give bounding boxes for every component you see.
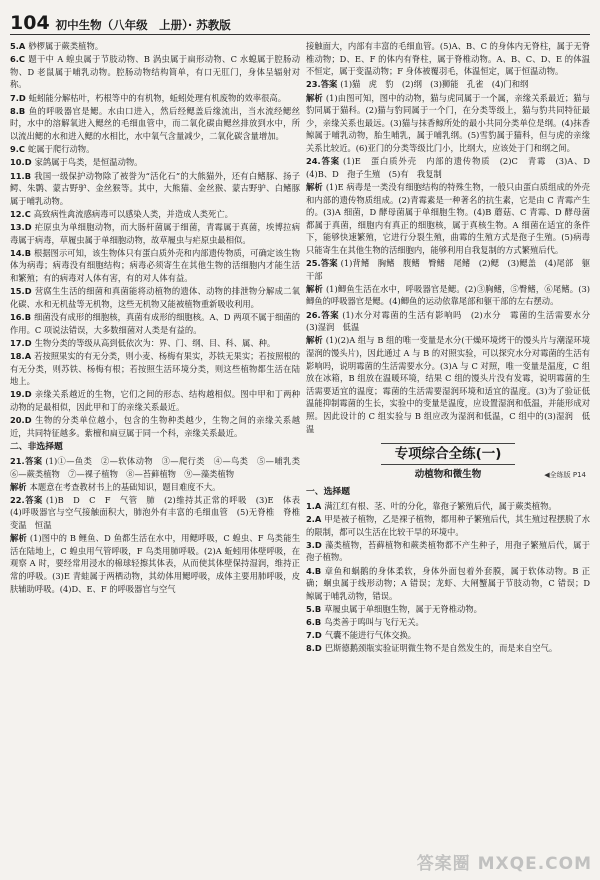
item-number: 21.答案 (10, 455, 43, 466)
item-text: 营腐生生活的细菌和真菌能将动植物的遗体、动物的排泄物分解成二氧化碳、水和无机盐等无机物，这些无机物又能被植物重新吸收利用。 (10, 286, 300, 309)
item-number: 7.D (10, 92, 26, 103)
special-practice-subtitle: 动植物和微生物 (414, 469, 482, 481)
answer-item (10, 311, 300, 336)
answer-item (10, 105, 300, 143)
item-text: 我国一级保护动物除了被誉为“活化石”的大熊猫外，还有白鳍豚、扬子鳄、朱鹮、蒙古野驴、金丝猴等。其中，大熊猫、金丝猴、蒙古野驴、白鳍豚属于哺乳动物。 (10, 170, 300, 206)
answer-item (10, 388, 300, 413)
item-number: 24.答案 (306, 156, 340, 167)
item-number: 19.D (10, 389, 32, 400)
item-text: 巴斯德鹅颈瓶实验证明微生物不是自然发生的，而是来自空气。 (324, 643, 558, 654)
answer-item (306, 603, 590, 616)
book-title: 初中生物（八年级 上册）· 苏教版 (55, 18, 231, 32)
item-text: 题干中 A 蝗虫属于节肢动物、B 涡虫属于扁形动物、C 水螅属于腔肠动物、D 老鼠属于哺乳动物。腔肠动物结构简单，有口无肛门，身体呈辐射对称。 (10, 54, 300, 90)
item-number: 20.D (10, 415, 32, 426)
item-text: 细菌没有成形的细胞核，真菌有成形的细胞核。A、D 两项不属于细菌的作用。C 项说法错误，大多数细菌对人类是有益的。 (10, 312, 300, 335)
item-text: 桫椤属于蕨类植物。 (28, 41, 104, 51)
answer-item (306, 565, 590, 603)
answer-item (306, 92, 590, 155)
item-number: 解析 (306, 181, 323, 192)
item-text: (1)①—鱼类 ②—软体动物 ③—爬行类 ④—鸟类 ⑤—哺乳类 ⑥—蕨类植物 ⑦—裸子植物 ⑧—苔藓植物 ⑨—藻类植物 (10, 455, 309, 479)
item-text: (1)由图可知，图中的动物，猫与虎同属于一个属，亲缘关系最近；猫与豹同属于猫科。(2)猫与豹同属于一个门，在分类等级上，猫与豹共同特征最少，亲缘关系也最远。(3)猫与抹香鲸所处的最小共同分类单位是纲。(4)抹香鲸属于哺乳动物，胎生哺乳，属于哺乳纲。(5)雪豹属于猫科，但与虎的亲缘关系比较近。(6)亚门的分类等级比门小，比纲大，应该处于门和纲之间。 (306, 92, 590, 153)
item-number: 8.D (306, 643, 322, 654)
answer-item (10, 221, 300, 246)
item-text: (1)鲫鱼生活在水中，呼吸器官是鳃。(2)③胸鳍，⑤臀鳍，⑥尾鳍。(3)鲫鱼的呼吸器官是鳃。(4)鲫鱼的运动依靠尾部和躯干部的左右摆动。 (306, 283, 590, 307)
answer-item (306, 155, 599, 180)
practice-page-reference: ◀全练版 P14 (544, 471, 586, 480)
item-number: 9.C (10, 144, 26, 155)
item-number: 4.B (306, 565, 322, 576)
item-number: 16.B (10, 312, 32, 322)
item-text: (1)B D C F 气管 肺 (2)维持其正常的呼吸 (3)E 体表 (4)呼吸器官与空气接触面积大，肺泡外有丰富的毛细血管 (5)无脊椎 脊椎 变温 恒温 (10, 494, 309, 531)
item-number: 22.答案 (10, 494, 43, 505)
item-number: 18.A (10, 350, 32, 361)
answer-item (306, 309, 599, 334)
item-number: 7.D (306, 630, 322, 641)
item-number: 13.D (10, 222, 32, 233)
item-text: 蚯蚓能分解枯叶，朽根等中的有机物，蚯蚓处理有机废物的效率很高。 (28, 92, 287, 103)
item-number: 15.D (10, 286, 32, 297)
item-text: 本题意在考查教材书上的基础知识，题目难度不大。 (29, 481, 221, 492)
answer-item (306, 500, 590, 513)
item-number: 11.B (10, 170, 32, 181)
item-text: 草履虫属于单细胞生物，属于无脊椎动物。 (324, 603, 482, 614)
item-number: 解析 (10, 533, 27, 544)
item-text: 生物的分类单位越小，包含的生物种类越少，生物之间的亲缘关系越近，共同特征越多。紫檀和扁豆属于同一个科，亲缘关系最近。 (10, 415, 300, 438)
item-number: 解析 (306, 92, 323, 103)
item-text: 亲缘关系越近的生物，它们之间的形态、结构越相似。图中甲和丁两种动物的足最相似，因此甲和丁的亲缘关系最近。 (10, 389, 300, 412)
answer-item (10, 143, 300, 156)
item-text: 若按照果实的有无分类，则小麦、杨梅有果实，苏铁无果实；若按照根的有无分类，则苏铁、杨梅有根；若按照生活环境分类，则这些植物都生活在陆地上。 (10, 350, 300, 387)
section-heading-non-choice: 二、非选择题 (10, 442, 63, 453)
item-number: 6.B (306, 617, 322, 628)
answer-item (10, 92, 300, 105)
item-number: 解析 (306, 335, 323, 346)
answer-item (10, 40, 300, 53)
item-number: 23.答案 (306, 79, 338, 90)
answer-item (306, 513, 590, 538)
answer-item (10, 156, 300, 169)
item-text: 章鱼和蜗鹅的身体柔软，身体外面包着外套膜，属于软体动物。B 正确；蛔虫属于线形动物；A 错误；龙虾、大闸蟹属于节肢动物，C 错误；D 鲸属于哺乳动物，错误。 (306, 565, 590, 601)
answer-item (10, 285, 300, 310)
item-text: 高致病性禽流感病毒可以感染人类，并造成人类死亡。 (33, 208, 233, 219)
answer-item (306, 642, 590, 655)
answer-item (10, 481, 300, 494)
item-number: 解析 (10, 481, 27, 492)
item-text: (1)图中的 B 鲤鱼、D 鱼都生活在水中，用鳃呼吸，C 蝗虫、F 鸟类能生活在陆地上，C 蝗虫用气管呼吸，F 鸟类用肺呼吸。(2)A 蚯蚓用体壁呼吸，在观察 A 时，要经常用浸水的棉球轻擦其体表，从而使其体壁保持湿润，维持正常的呼吸。(3)E 青蛙属于两栖动物，其幼体用鳃呼吸，成体主要用肺呼吸，皮肤辅助呼吸。(4)D、E、F 的呼吸器官与空气 (10, 533, 300, 594)
item-text: 生物分类的等级从高到低依次为：界、门、纲、目、科、属、种。 (34, 337, 276, 348)
special-practice-block (306, 443, 590, 482)
item-text: 甲是被子植物，乙是裸子植物，都用种子繁殖后代，其生殖过程摆脱了水的限制，都可以生活在比较干旱的环境中。 (306, 513, 590, 537)
site-watermark: 答案圈 MXQE.COM (416, 854, 592, 874)
item-number: 14.B (10, 247, 32, 258)
item-text: 气囊不能进行气体交换。 (324, 630, 417, 641)
item-number: 8.B (10, 105, 26, 116)
answer-item (10, 337, 300, 350)
item-number: 5.A (10, 41, 26, 51)
item-text: (1)背鳍 胸鳍 腹鳍 臀鳍 尾鳍 (2)鳃 (3)鳃盖 (4)尾部 躯干部 (306, 258, 591, 281)
answer-item (306, 539, 590, 564)
item-text: 蛇属于爬行动物。 (28, 144, 95, 155)
section-heading-choice: 一、选择题 (306, 487, 350, 498)
answer-item (306, 181, 590, 257)
page-header (10, 8, 590, 35)
page-number: 104 (10, 12, 50, 34)
answer-item (306, 283, 590, 308)
item-number: 解析 (306, 283, 323, 294)
item-number: 2.A (306, 513, 322, 524)
answer-item (10, 350, 300, 388)
answer-item (306, 629, 590, 642)
answer-item (10, 247, 300, 285)
left-column (10, 40, 309, 860)
item-text: 鸟类善于鸣叫与飞行无关。 (324, 617, 424, 628)
item-number: 26.答案 (306, 309, 340, 320)
item-number: 6.C (10, 54, 26, 65)
item-text: 根据图示可知，该生物体只有蛋白质外壳和内部遗传物质，可确定该生物体为病毒；病毒没有细胞结构；病毒必须寄生在其他生物的活细胞内才能生活和繁殖；有的病毒对人体有害，有的对人体有益。 (10, 247, 300, 284)
answer-item (10, 53, 300, 91)
answer-item (10, 494, 309, 532)
answer-item (306, 78, 590, 91)
item-number: 10.D (10, 157, 32, 168)
answer-item (10, 532, 300, 595)
item-text: 疟原虫为单细胞动物，而大肠杆菌属于细菌，青霉属于真菌，埃博拉病毒属于病毒，草履虫属于单细胞动物，故草履虫与疟原虫最相似。 (10, 222, 300, 245)
answer-item (10, 208, 300, 221)
item-number: 25.答案 (306, 258, 338, 269)
item-text: 满江红有根、茎、叶的分化，靠孢子繁殖后代，属于蕨类植物。 (324, 500, 557, 511)
answer-item (10, 170, 300, 208)
answer-item (306, 257, 590, 282)
right-column (306, 40, 599, 860)
answer-item (306, 334, 590, 435)
item-text: 鱼的呼吸器官是鳃。水由口进入，然后经鳃盖后缘流出，当水流经鳃丝时，水中的溶解氧进入鳃丝的毛细血管中，而二氧化碳由鳃丝排放到水中，所以流出鳃的水和进入鳃的水相比，水中氧气含量减少，二氧化碳含量增加。 (10, 105, 300, 141)
item-text: (1)E 蛋白质外壳 内部的遗传物质 (2)C 青霉 (3)A、D (4)B、D 孢子生殖 (5)有 我复制 (306, 156, 599, 179)
special-practice-title: 专项综合全练(一) (381, 443, 516, 465)
item-text: (1)猫 虎 豹 (2)纲 (3)狮能 孔雀 (4)门和纲 (340, 79, 529, 90)
item-number: 12.C (10, 208, 31, 219)
item-number: 17.D (10, 337, 32, 348)
answer-item (306, 40, 590, 78)
item-number: 1.A (306, 500, 322, 511)
answer-item (10, 455, 309, 480)
item-text: 接触面大，内部有丰富的毛细血管。(5)A、B、C 的身体内无脊柱，属于无脊椎动物；D、E、F 的体内有脊柱，属于脊椎动物。A、B、C、D、E 的体温不恒定，属于变温动物；F 身体被覆羽毛，体温恒定，属于恒温动物。 (306, 41, 590, 77)
item-number: 5.B (306, 603, 322, 614)
item-text: 家鸽属于鸟类，是恒温动物。 (34, 157, 143, 168)
answer-item (10, 414, 300, 439)
item-text: (1)水分对霉菌的生活有影响吗 (2)水分 霉菌的生活需要水分 (3)湿润 低温 (306, 309, 599, 333)
answer-item (306, 616, 590, 629)
item-text: (1)(2)A 组与 B 组的唯一变量是水分(干燥环境烤干的馒头片与潮湿环境湿润的馒头片)，因此通过 A 与 B 的对照实验，可以探究水分对霉菌的生活有影响吗，说明霉菌的生活需要水分。(3)A 与 C 对照，唯一变量是温度，C 组放在冰箱，B 组放在温暖环境，结果 C 组的馒头片没有发霉，说明霉菌的生活需要适宜的温度；霉菌的生活需要湿润环境和适宜的温度。(3)为了验证低温能抑制霉菌的生长，实验中的变量是温度，应设置湿润和低温，并能形成对照。因此设计的 C 组实验与 B 组应改为湿润和低温，C 组中的(3)湿润 低温 (306, 335, 590, 434)
item-text: 藻类植物，苔藓植物和蕨类植物都不产生种子，用孢子繁殖后代，属于孢子植物。 (306, 539, 590, 563)
item-number: 3.D (306, 539, 322, 550)
item-text: (1)E 病毒是一类没有细胞结构的特殊生物，一般只由蛋白质组成的外壳和内部的遗传物质组成。(2)青霉素是一种著名的抗生素，它是由 C 青霉产生的。(3)A 细菌，D 酵母菌属于单细胞生物。(4)B 蘑菇、C 青霉、D 酵母菌都属于真菌，细胞内有真正的细胞核，属于真核生物。A 细菌在适宜的条件下，能够快速繁殖，它进行分裂生殖，曲霉的生殖方式是孢子生殖。(5)病毒只能寄生在其他生物的活细胞内，能够利用自我复制的方式繁殖后代。 (306, 181, 590, 255)
